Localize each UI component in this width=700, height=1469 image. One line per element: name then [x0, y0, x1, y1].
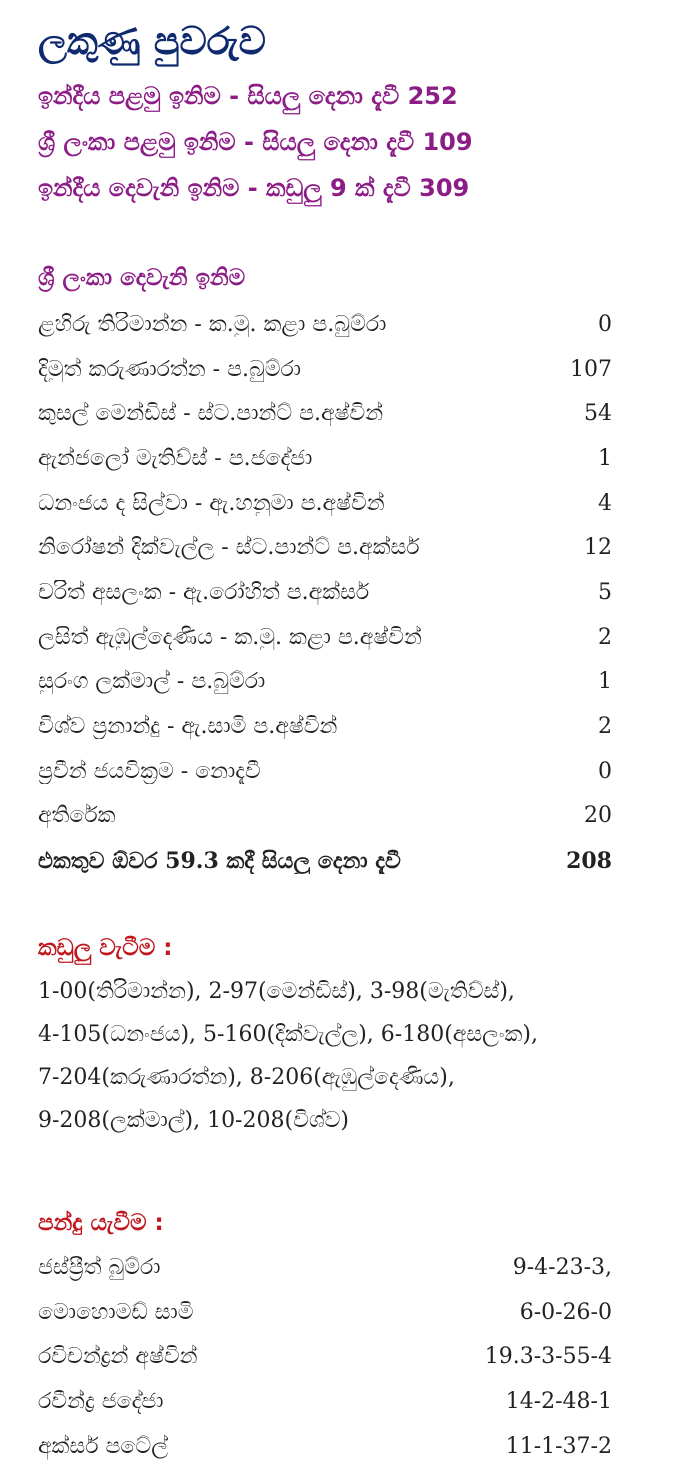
bowler-name: අක්සර් පටේල්: [38, 1434, 168, 1460]
summary-line: ඉන්දීය දෙවැනි ඉනිම - කඩුලු 9 ක් දැවී 309: [38, 174, 470, 202]
fall-of-wickets: [38, 970, 678, 1142]
bowling-row: [38, 1335, 612, 1380]
batsman-runs: 2: [598, 714, 612, 740]
bowling-row: [38, 1290, 612, 1335]
bowler-figures: 19.3-3-55-4: [484, 1344, 612, 1370]
bowler-figures: 14-2-48-1: [505, 1389, 612, 1415]
fall-of-wickets-heading: කඩුලු වැටීම :: [38, 935, 173, 961]
batting-row: [38, 436, 612, 481]
fow-line: 7-204(කරුණාරත්න), 8-206(ඇඹුල්දෙණිය),: [38, 1065, 455, 1090]
bowling-heading: පන්දු යැවීම :: [38, 1210, 164, 1236]
batting-row: [38, 660, 612, 705]
bowling-list: [38, 1245, 612, 1469]
total-runs: 208: [566, 847, 612, 874]
total-row: [38, 838, 612, 883]
summary-line: ඉන්දීය පළමු ඉනිම - සියලු දෙනා දැවී 252: [38, 82, 458, 110]
batsman-runs: 0: [598, 758, 612, 784]
batting-row: [38, 302, 612, 347]
batting-row: [38, 481, 612, 526]
batsman-runs: 1: [598, 445, 612, 471]
bowler-name: රවිචන්ද්‍රන් අෂ්වින්: [38, 1344, 198, 1370]
bowler-figures: 9-4-23-3,: [512, 1254, 612, 1280]
fow-line: 9-208(ලක්මාල්), 10-208(විශ්ව): [38, 1108, 350, 1133]
batsman-dismissal: සුරංග ලක්මාල් - ප.බුම්රා: [38, 669, 266, 695]
batsman-runs: 4: [598, 490, 612, 516]
batsman-runs: 5: [598, 579, 612, 605]
fow-line: 1-00(තිරිමාන්න), 2-97(මෙන්ඩිස්), 3-98(මැතිව්ස්),: [38, 979, 515, 1004]
bowling-row: [38, 1424, 612, 1469]
batsman-dismissal: ලසිත් ඇඹුල්දෙණිය - ක.මු. කළා ප.අෂ්වින්: [38, 624, 422, 650]
total-label: එකතුව ඕවර 59.3 කදී සියලු දෙනා දැවී: [38, 847, 401, 874]
bowling-row: [38, 1379, 612, 1424]
fow-line: 4-105(ධනංජය), 5-160(දික්වැල්ල), 6-180(අසලංක),: [38, 1022, 538, 1047]
batsman-dismissal: විශ්ව ප්‍රනාන්දු - ඇ.සාමි ප.අෂ්වින්: [38, 714, 338, 740]
batsman-dismissal: කුසල් මෙන්ඩිස් - ස්ට.පාන්ට් ප.අෂ්වින්: [38, 401, 384, 427]
batsman-dismissal: චරිත් අසලංක - ඇ.රෝහිත් ප.අක්සර්: [38, 579, 370, 605]
extras-runs: 20: [584, 803, 612, 829]
extras-label: අතිරේක: [38, 803, 116, 829]
bowler-name: රවීන්ද්‍ර ජදේජා: [38, 1389, 164, 1415]
bowler-name: මොහොමඩ් සාමි: [38, 1299, 194, 1325]
extras-row: [38, 794, 612, 839]
batsman-runs: 54: [584, 401, 612, 427]
batting-row: [38, 704, 612, 749]
summary-line: ශ්‍රී ලංකා පළමු ඉනිම - සියලු දෙනා දැවී 109: [38, 128, 473, 156]
batsman-dismissal: ඇන්ජලෝ මැතිව්ස් - ප.ජදේජා: [38, 445, 313, 471]
batsman-dismissal: ළහිරු තිරිමාන්න - ක.මු. කළා ප.බුම්රා: [38, 311, 387, 337]
batting-row: [38, 749, 612, 794]
batsman-runs: 2: [598, 624, 612, 650]
batting-list: [38, 302, 612, 883]
batting-row: [38, 391, 612, 436]
batsman-dismissal: ප්‍රවීන් ජයවික්‍රම - නොදැවී: [38, 758, 261, 784]
batsman-runs: 0: [598, 311, 612, 337]
batsman-dismissal: නිරෝෂන් දික්වැල්ල - ස්ට.පාන්ට් ප.අක්සර්: [38, 535, 420, 561]
page-title: ලකුණු පුවරුව: [38, 19, 266, 63]
batting-row: [38, 570, 612, 615]
batting-row: [38, 525, 612, 570]
batsman-dismissal: ධනංජය ද සිල්වා - ඇ.හනුමා ප.අෂ්වින්: [38, 490, 385, 516]
bowler-name: ජස්ප්‍රීත් බුම්රා: [38, 1254, 161, 1280]
batsman-runs: 107: [570, 356, 612, 382]
batting-row: [38, 615, 612, 660]
batsman-runs: 12: [584, 535, 612, 561]
innings-heading: ශ්‍රී ලංකා දෙවැනි ඉනිම: [38, 265, 246, 291]
bowler-figures: 11-1-37-2: [505, 1434, 612, 1460]
batsman-dismissal: දිමුත් කරුණාරත්න - ප.බුම්රා: [38, 356, 302, 382]
batsman-runs: 1: [598, 669, 612, 695]
batting-row: [38, 347, 612, 392]
bowler-figures: 6-0-26-0: [519, 1299, 612, 1325]
bowling-row: [38, 1245, 612, 1290]
